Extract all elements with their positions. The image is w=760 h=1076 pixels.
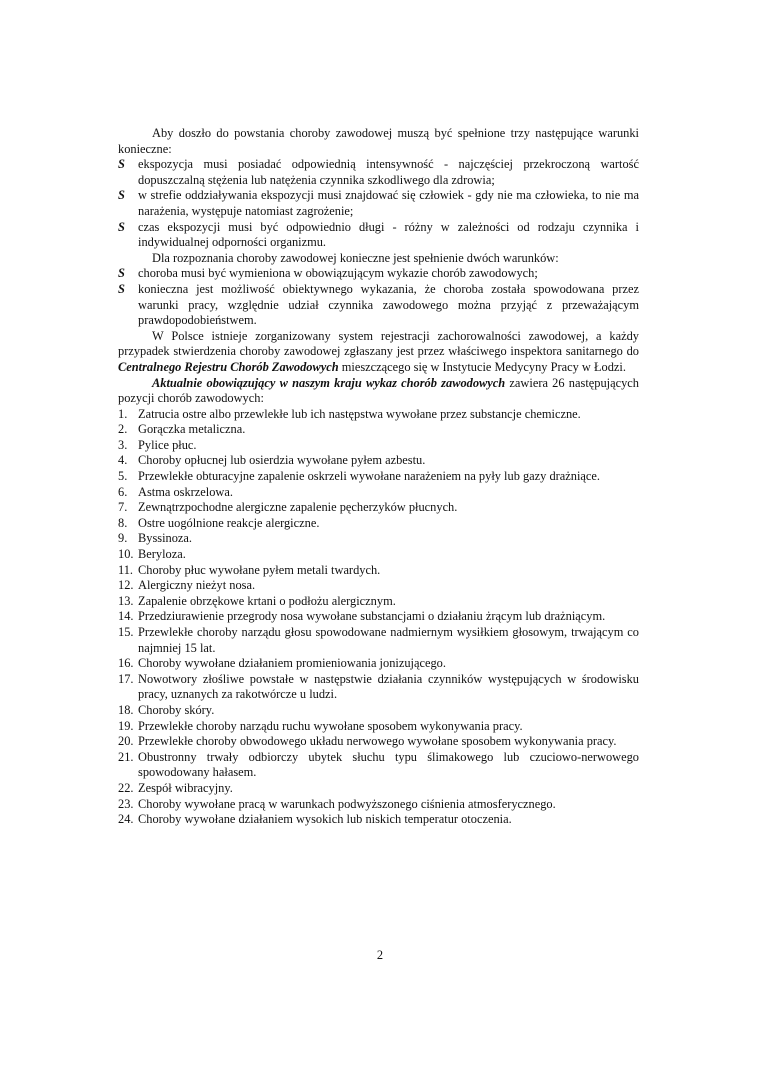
- disease-text: Obustronny trwały odbiorczy ubytek słuchu typu ślimakowego lub czuciowo-nerwowego spowodowany hałasem.: [138, 749, 639, 780]
- diagnosis-item: [118, 282, 639, 329]
- condition-item: [118, 188, 639, 219]
- page-number: 2: [376, 948, 384, 962]
- disease-text: Choroby wywołane działaniem wysokich lub niskich temperatur otoczenia.: [138, 812, 512, 827]
- disease-number: 20.: [118, 734, 134, 749]
- disease-text: Zewnątrzpochodne alergiczne zapalenie pęcherzyków płucnych.: [138, 500, 458, 515]
- disease-item: [118, 422, 639, 438]
- diagnosis-text: choroba musi być wymieniona w obowiązującym wykazie chorób zawodowych;: [138, 266, 538, 281]
- disease-item: [118, 407, 639, 423]
- condition-text: czas ekspozycji musi być odpowiednio długi - różny w zależności od rodzaju czynnika i indywidualnej odporności organizmu.: [138, 219, 639, 250]
- intro-paragraph: Aby doszło do powstania choroby zawodowej muszą być spełnione trzy następujące warunki konieczne:: [118, 126, 639, 156]
- disease-number: 13.: [118, 593, 134, 608]
- conditions-list: [118, 157, 639, 251]
- disease-number: 16.: [118, 656, 134, 671]
- disease-number: 8.: [118, 515, 128, 530]
- check-bullet-icon: S: [118, 281, 125, 296]
- disease-text: Zespół wibracyjny.: [138, 780, 233, 795]
- disease-text: Byssinoza.: [138, 531, 193, 546]
- disease-text: Choroby płuc wywołane pyłem metali twardych.: [138, 562, 381, 577]
- diagnosis-list: [118, 266, 639, 328]
- disease-item: [118, 672, 639, 703]
- diagnosis-paragraph: Dla rozpoznania choroby zawodowej konieczne jest spełnienie dwóch warunków:: [152, 250, 559, 265]
- disease-number: 24.: [118, 812, 134, 827]
- disease-text: Zatrucia ostre albo przewlekłe lub ich następstwa wywołane przez substancje chemiczne.: [138, 406, 581, 421]
- disease-number: 22.: [118, 780, 134, 795]
- disease-number: 15.: [118, 625, 134, 639]
- disease-item: [118, 594, 639, 610]
- disease-item: [118, 469, 639, 485]
- disease-number: 5.: [118, 469, 128, 484]
- registration-paragraph: [118, 329, 639, 376]
- disease-text: Ostre uogólnione reakcje alergiczne.: [138, 515, 320, 530]
- disease-number: 21.: [118, 749, 134, 764]
- disease-item: [118, 781, 639, 797]
- list-intro-paragraph: [118, 376, 639, 407]
- disease-number: 23.: [118, 796, 134, 811]
- disease-item: [118, 485, 639, 501]
- disease-item: [118, 531, 639, 547]
- disease-text: Choroby skóry.: [138, 702, 215, 717]
- disease-number: 10.: [118, 547, 134, 562]
- disease-item: [118, 453, 639, 469]
- disease-number: 12.: [118, 578, 134, 593]
- disease-text: Alergiczny nieżyt nosa.: [138, 578, 256, 593]
- check-bullet-icon: S: [118, 266, 125, 281]
- disease-number: 14.: [118, 609, 134, 624]
- disease-text: Choroby opłucnej lub osierdzia wywołane pyłem azbestu.: [138, 453, 426, 468]
- disease-item: [118, 578, 639, 594]
- disease-item: [118, 750, 639, 781]
- condition-item: [118, 220, 639, 251]
- disease-item: [118, 734, 639, 750]
- disease-number: 3.: [118, 437, 128, 452]
- disease-list: [118, 407, 639, 828]
- disease-text: Choroby wywołane działaniem promieniowania jonizującego.: [138, 656, 446, 671]
- disease-text: Przewlekłe choroby narządu ruchu wywołane sposobem wykonywania pracy.: [138, 718, 523, 733]
- disease-item: [118, 719, 639, 735]
- disease-item: [118, 563, 639, 579]
- check-bullet-icon: S: [118, 219, 125, 234]
- diagnosis-text: konieczna jest możliwość obiektywnego wykazania, że choroba została spowodowana przez warunki pracy, względnie udział czynnika zawodowego można przyjąć z przeważającym prawdopodobieństwem.: [138, 281, 639, 328]
- check-bullet-icon: S: [118, 157, 125, 172]
- registration-text-end: mieszczącego się w Instytucie Medycyny Pracy w Łodzi.: [338, 359, 626, 374]
- disease-item: [118, 625, 639, 656]
- diagnosis-item: [118, 266, 639, 282]
- disease-item: [118, 812, 639, 828]
- disease-text: Zapalenie obrzękowe krtani o podłożu alergicznym.: [138, 593, 396, 608]
- disease-text: Pylice płuc.: [138, 437, 197, 452]
- disease-item: [118, 516, 639, 532]
- disease-number: 7.: [118, 500, 128, 515]
- registry-name: Centralnego Rejestru Chorób Zawodowych: [118, 359, 339, 374]
- disease-text: Nowotwory złośliwe powstałe w następstwie działania czynników występujących w środowisku pracy, uznanych za rakotwórcze u ludzi.: [138, 671, 639, 702]
- disease-text: Beryloza.: [138, 547, 186, 562]
- disease-number: 19.: [118, 718, 134, 733]
- disease-text: Gorączka metaliczna.: [138, 422, 246, 437]
- disease-text: Przewlekłe obturacyjne zapalenie oskrzeli wywołane narażeniem na pyły lub gazy drażniące.: [138, 469, 601, 484]
- disease-item: [118, 547, 639, 563]
- list-intro-emphasis: Aktualnie obowiązujący w naszym kraju wykaz chorób zawodowych: [152, 375, 506, 390]
- disease-number: 2.: [118, 422, 128, 437]
- disease-number: 1.: [118, 406, 128, 421]
- disease-item: [118, 609, 639, 625]
- disease-item: [118, 500, 639, 516]
- disease-number: 4.: [118, 453, 128, 468]
- disease-text: Przewlekłe choroby narządu głosu spowodowane nadmiernym wysiłkiem głosowym, trwającym co najmniej 15 lat.: [138, 625, 639, 655]
- disease-item: [118, 797, 639, 813]
- disease-item: [118, 656, 639, 672]
- condition-text: ekspozycja musi posiadać odpowiednią intensywność - najczęściej przekroczoną wartość dopuszczalną stężenia lub natężenia czynnika szkodliwego dla zdrowia;: [138, 157, 639, 187]
- list-intro-rest: zawiera 26 następujących pozycji chorób zawodowych:: [118, 375, 639, 406]
- disease-number: 9.: [118, 531, 128, 546]
- disease-item: [118, 438, 639, 454]
- check-bullet-icon: S: [118, 188, 125, 203]
- document-page: [118, 126, 639, 828]
- disease-text: Astma oskrzelowa.: [138, 484, 233, 499]
- disease-item: [118, 703, 639, 719]
- disease-number: 11.: [118, 562, 134, 577]
- registration-text-start: W Polsce istnieje zorganizowany system rejestracji zachorowalności zawodowej, a każdy przypadek stwierdzenia choroby zawodowej zgłaszany jest przez właściwego inspektora sanitarnego do: [118, 328, 639, 359]
- condition-text: w strefie oddziaływania ekspozycji musi znajdować się człowiek - gdy nie ma człowieka, to nie ma narażenia, występuje natomiast zagrożenie;: [138, 188, 639, 218]
- disease-number: 17.: [118, 671, 134, 686]
- disease-text: Przedziurawienie przegrody nosa wywołane substancjami o działaniu żrącym lub drażniącym.: [138, 609, 606, 624]
- disease-text: Przewlekłe choroby obwodowego układu nerwowego wywołane sposobem wykonywania pracy.: [138, 734, 617, 749]
- disease-number: 6.: [118, 484, 128, 499]
- disease-text: Choroby wywołane pracą w warunkach podwyższonego ciśnienia atmosferycznego.: [138, 796, 556, 811]
- disease-number: 18.: [118, 702, 134, 717]
- condition-item: [118, 157, 639, 188]
